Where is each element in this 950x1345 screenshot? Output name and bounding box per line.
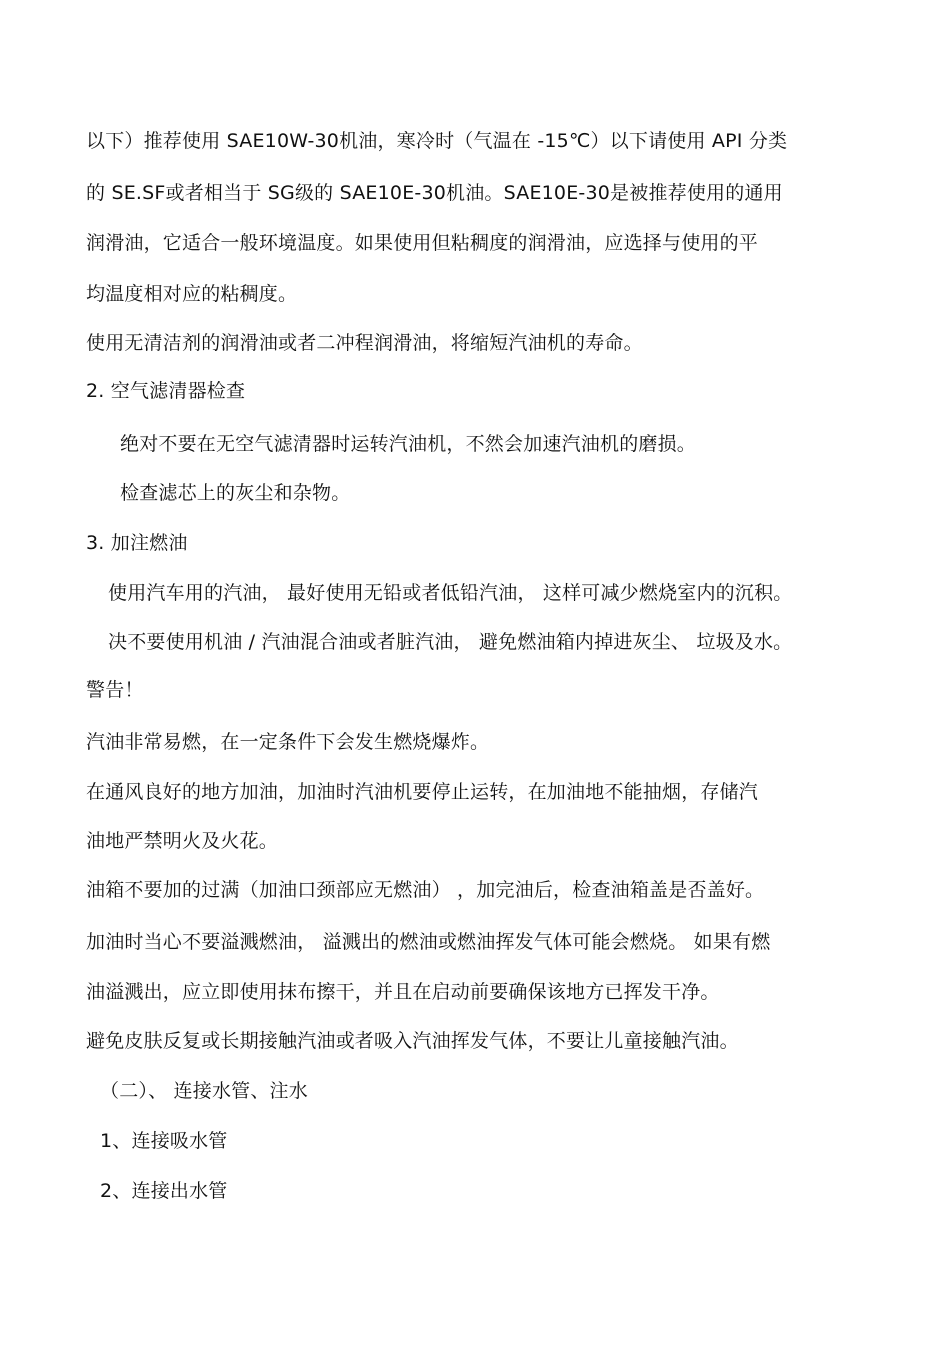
text-line: 使用汽车用的汽油， 最好使用无铅或者低铅汽油， 这样可减少燃烧室内的沉积。 [108, 582, 793, 604]
text-line: 均温度相对应的粘稠度。 [86, 283, 298, 305]
text-line: 在通风良好的地方加油，加油时汽油机要停止运转，在加油地不能抽烟，存储汽 [86, 781, 759, 803]
warning-heading: 警告！ [86, 679, 144, 701]
text-line: 油溢溅出，应立即使用抹布擦干，并且在启动前要确保该地方已挥发干净。 [86, 981, 720, 1003]
text-line: 绝对不要在无空气滤清器时运转汽油机，不然会加速汽油机的磨损。 [120, 433, 697, 455]
section-heading: （二）、 连接水管、注水 [100, 1080, 308, 1102]
text-line: 决不要使用机油 / 汽油混合油或者脏汽油， 避免燃油箱内掉进灰尘、 垃圾及水。 [108, 631, 793, 653]
text-line: 油箱不要加的过满（加油口颈部应无燃油） ，加完油后，检查油箱盖是否盖好。 [86, 879, 765, 901]
text-line: 汽油非常易燃，在一定条件下会发生燃烧爆炸。 [86, 731, 490, 753]
list-item: 2、连接出水管 [100, 1180, 228, 1202]
list-item: 1、连接吸水管 [100, 1130, 228, 1152]
text-line: 润滑油，它适合一般环境温度。如果使用但粘稠度的润滑油，应选择与使用的平 [86, 232, 759, 254]
text-line: 的 SE.SF或者相当于 SG级的 SAE10E-30机油。SAE10E-30是被推荐使用的通用 [86, 182, 783, 204]
text-line: 油地严禁明火及火花。 [86, 830, 279, 852]
text-line: 加油时当心不要溢溅燃油， 溢溅出的燃油或燃油挥发气体可能会燃烧。 如果有燃 [86, 931, 771, 953]
text-line: 以下）推荐使用 SAE10W-30机油，寒冷时（气温在 -15℃）以下请使用 API 分类 [86, 130, 788, 152]
text-line: 检查滤芯上的灰尘和杂物。 [120, 482, 351, 504]
section-heading: 3. 加注燃油 [86, 532, 188, 554]
text-line: 使用无清洁剂的润滑油或者二冲程润滑油，将缩短汽油机的寿命。 [86, 332, 643, 354]
text-line: 避免皮肤反复或长期接触汽油或者吸入汽油挥发气体，不要让儿童接触汽油。 [86, 1030, 739, 1052]
section-heading: 2. 空气滤清器检查 [86, 380, 246, 402]
